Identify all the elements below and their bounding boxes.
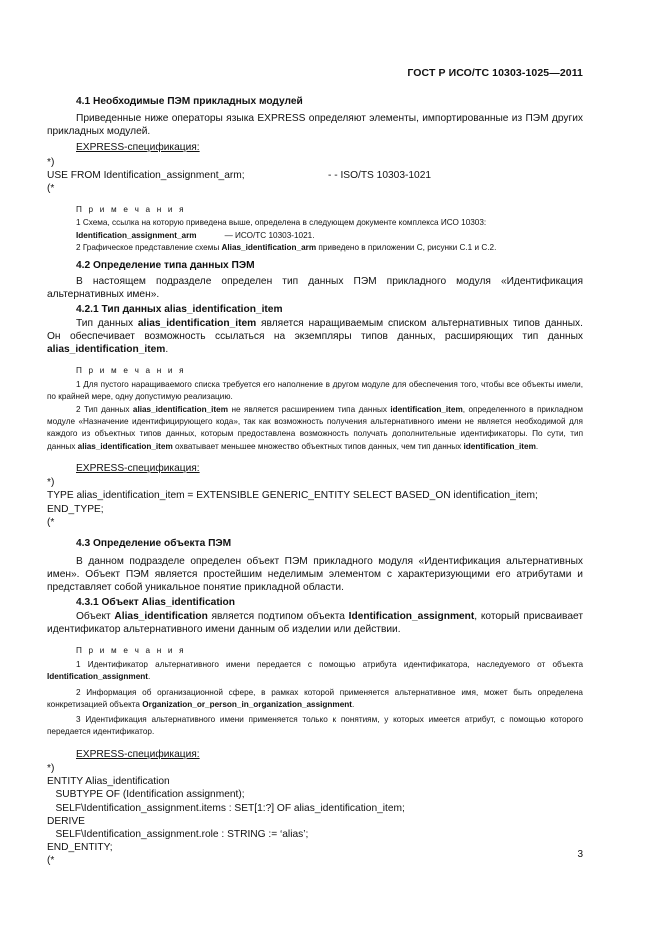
note-schema-ref: — ИСО/ТС 10303-1021. <box>224 230 315 240</box>
text: Тип данных <box>76 317 138 329</box>
text: Объект <box>76 610 115 622</box>
end-type-line: END_TYPE; <box>47 503 104 515</box>
text: 2 Информация об организационной сфере, в рамках которой применяется альтернативное имя, может быть определена конкретизацией объекта <box>47 687 583 709</box>
term: alias_identification_item <box>137 317 257 329</box>
section-4-3-1-text <box>47 610 583 636</box>
note-4-3-1-2 <box>47 687 583 712</box>
express-label: EXPRESS-спецификация: <box>76 462 200 474</box>
code-close: (* <box>47 516 55 528</box>
text: . <box>535 441 539 451</box>
note-schema-name: Identification_assignment_arm <box>76 230 197 240</box>
entity-line: END_ENTITY; <box>47 842 113 854</box>
note-4-2-1-2 <box>47 404 583 453</box>
section-4-3-title: 4.3 Определение объекта ПЭМ <box>76 537 232 549</box>
use-from-line <box>47 169 583 182</box>
type-definition-line: TYPE alias_identification_item = EXTENSIBLE GENERIC_ENTITY SELECT BASED_ON identification_item; <box>47 490 538 502</box>
note-4-1-1: 1 Схема, ссылка на которую приведена выше, определена в следующем документе комплекса ИСО 10303: <box>76 218 487 228</box>
text: 2 Тип данных <box>76 404 133 414</box>
text: . <box>352 699 355 709</box>
entity-line: SELF\Identification_assignment.items : SET[1:?] OF alias_identification_item; <box>47 802 405 814</box>
section-4-2-text: В настоящем подразделе определен тип данных ПЭМ прикладного модуля «Идентификация альтернативных имен». <box>47 276 583 301</box>
term: identification_item <box>390 404 463 414</box>
text: . <box>148 672 151 682</box>
page-content <box>47 95 583 868</box>
express-label: EXPRESS-спецификация: <box>76 142 200 154</box>
note-4-3-1-3: 3 Идентификация альтернативного имени применяется только к понятиям, у которых имеется атрибут, с помощью которого передается идентификатор. <box>47 715 583 737</box>
term: alias_identification_item <box>132 404 228 414</box>
text: . <box>165 343 169 355</box>
term: Organization_or_person_in_organization_assignment <box>142 699 352 709</box>
note-text: 2 Графическое представление схемы <box>76 242 222 252</box>
term: Alias_identification <box>114 610 208 622</box>
express-label: EXPRESS-спецификация: <box>76 748 200 760</box>
section-4-2-title: 4.2 Определение типа данных ПЭМ <box>76 260 255 272</box>
document-header: ГОСТ Р ИСО/ТС 10303-1025—2011 <box>407 67 583 79</box>
page-number: 3 <box>577 849 583 860</box>
note-4-1-1-ref <box>47 230 583 242</box>
text: не является расширением типа данных <box>228 404 391 414</box>
entity-line: DERIVE <box>47 815 85 827</box>
code-open: *) <box>47 762 55 774</box>
entity-line: ENTITY Alias_identification <box>47 776 170 788</box>
text: является подтипом объекта <box>207 610 349 622</box>
code-close: (* <box>47 183 55 195</box>
section-4-3-1-title: 4.3.1 Объект Alias_identification <box>76 596 235 608</box>
code-close: (* <box>47 855 55 867</box>
section-4-2-1-title: 4.2.1 Тип данных alias_identification_item <box>76 303 283 315</box>
section-4-2-1-text <box>47 317 583 357</box>
term: alias_identification_item <box>47 343 166 355</box>
note-4-2-1-1: 1 Для пустого наращиваемого списка требуется его наполнение в другом модуле для обеспечения того, чтобы все объекты имели, по крайней мере, одну допустимую реализацию. <box>47 380 583 402</box>
note-4-3-1-1 <box>47 659 583 684</box>
section-4-1-title: 4.1 Необходимые ПЭМ прикладных модулей <box>76 96 303 107</box>
section-4-1-text: Приведенные ниже операторы языка EXPRESS определяют элементы, импортированные из ПЭМ других прикладных модулей. <box>47 113 583 138</box>
code-open: *) <box>47 156 55 168</box>
term: alias_identification_item <box>77 441 173 451</box>
notes-title: П р и м е ч а н и я <box>76 645 186 655</box>
text: , который присваивает идентификатор альтернативного имени данным об изделии или действии. <box>47 610 583 635</box>
code-open: *) <box>47 477 55 489</box>
text: 1 Идентификатор альтернативного имени передается с помощью атрибута идентификатора, наследуемого от объекта <box>76 659 583 669</box>
notes-title: П р и м е ч а н и я <box>76 366 186 376</box>
entity-line: SUBTYPE OF (Identification assignment); <box>47 789 245 801</box>
term: Identification_assignment <box>47 672 148 682</box>
term: identification_item <box>463 441 536 451</box>
text: , определенного в прикладном модуле «Назначение идентифицирующего кода», так как возможность получения альтернативного имени не является необходимой для каждого из объектных типов данных, которым предоставлена возможность получать дополнительные идентификаторы. По сути, тип данных <box>47 404 583 451</box>
text: охватывает меньшее множество объектных типов данных, чем тип данных <box>172 441 464 451</box>
entity-line: SELF\Identification_assignment.role : STRING := ‘alias’; <box>47 828 309 840</box>
note-term: Alias_identification_arm <box>221 242 317 252</box>
text: является наращиваемым списком альтернативных типов данных. Он обеспечивает возможность ссылаться на экземпляры типов данных, расширяющих тип данных <box>47 317 583 342</box>
use-from-statement: USE FROM Identification_assignment_arm; <box>47 169 245 181</box>
note-4-1-2 <box>47 242 583 254</box>
notes-title: П р и м е ч а н и я <box>76 205 186 215</box>
use-from-comment: - - ISO/TS 10303-1021 <box>328 169 432 181</box>
term: Identification_assignment <box>348 610 475 622</box>
section-4-3-text: В данном подразделе определен объект ПЭМ прикладного модуля «Идентификация альтернативных имен». Объект ПЭМ является простейшим неделимым элементом с характеризующими его атрибутами и представляет собой уникальное понятие прикладной области. <box>47 555 583 594</box>
note-text: приведено в приложении С, рисунки С.1 и С.2. <box>316 242 497 252</box>
